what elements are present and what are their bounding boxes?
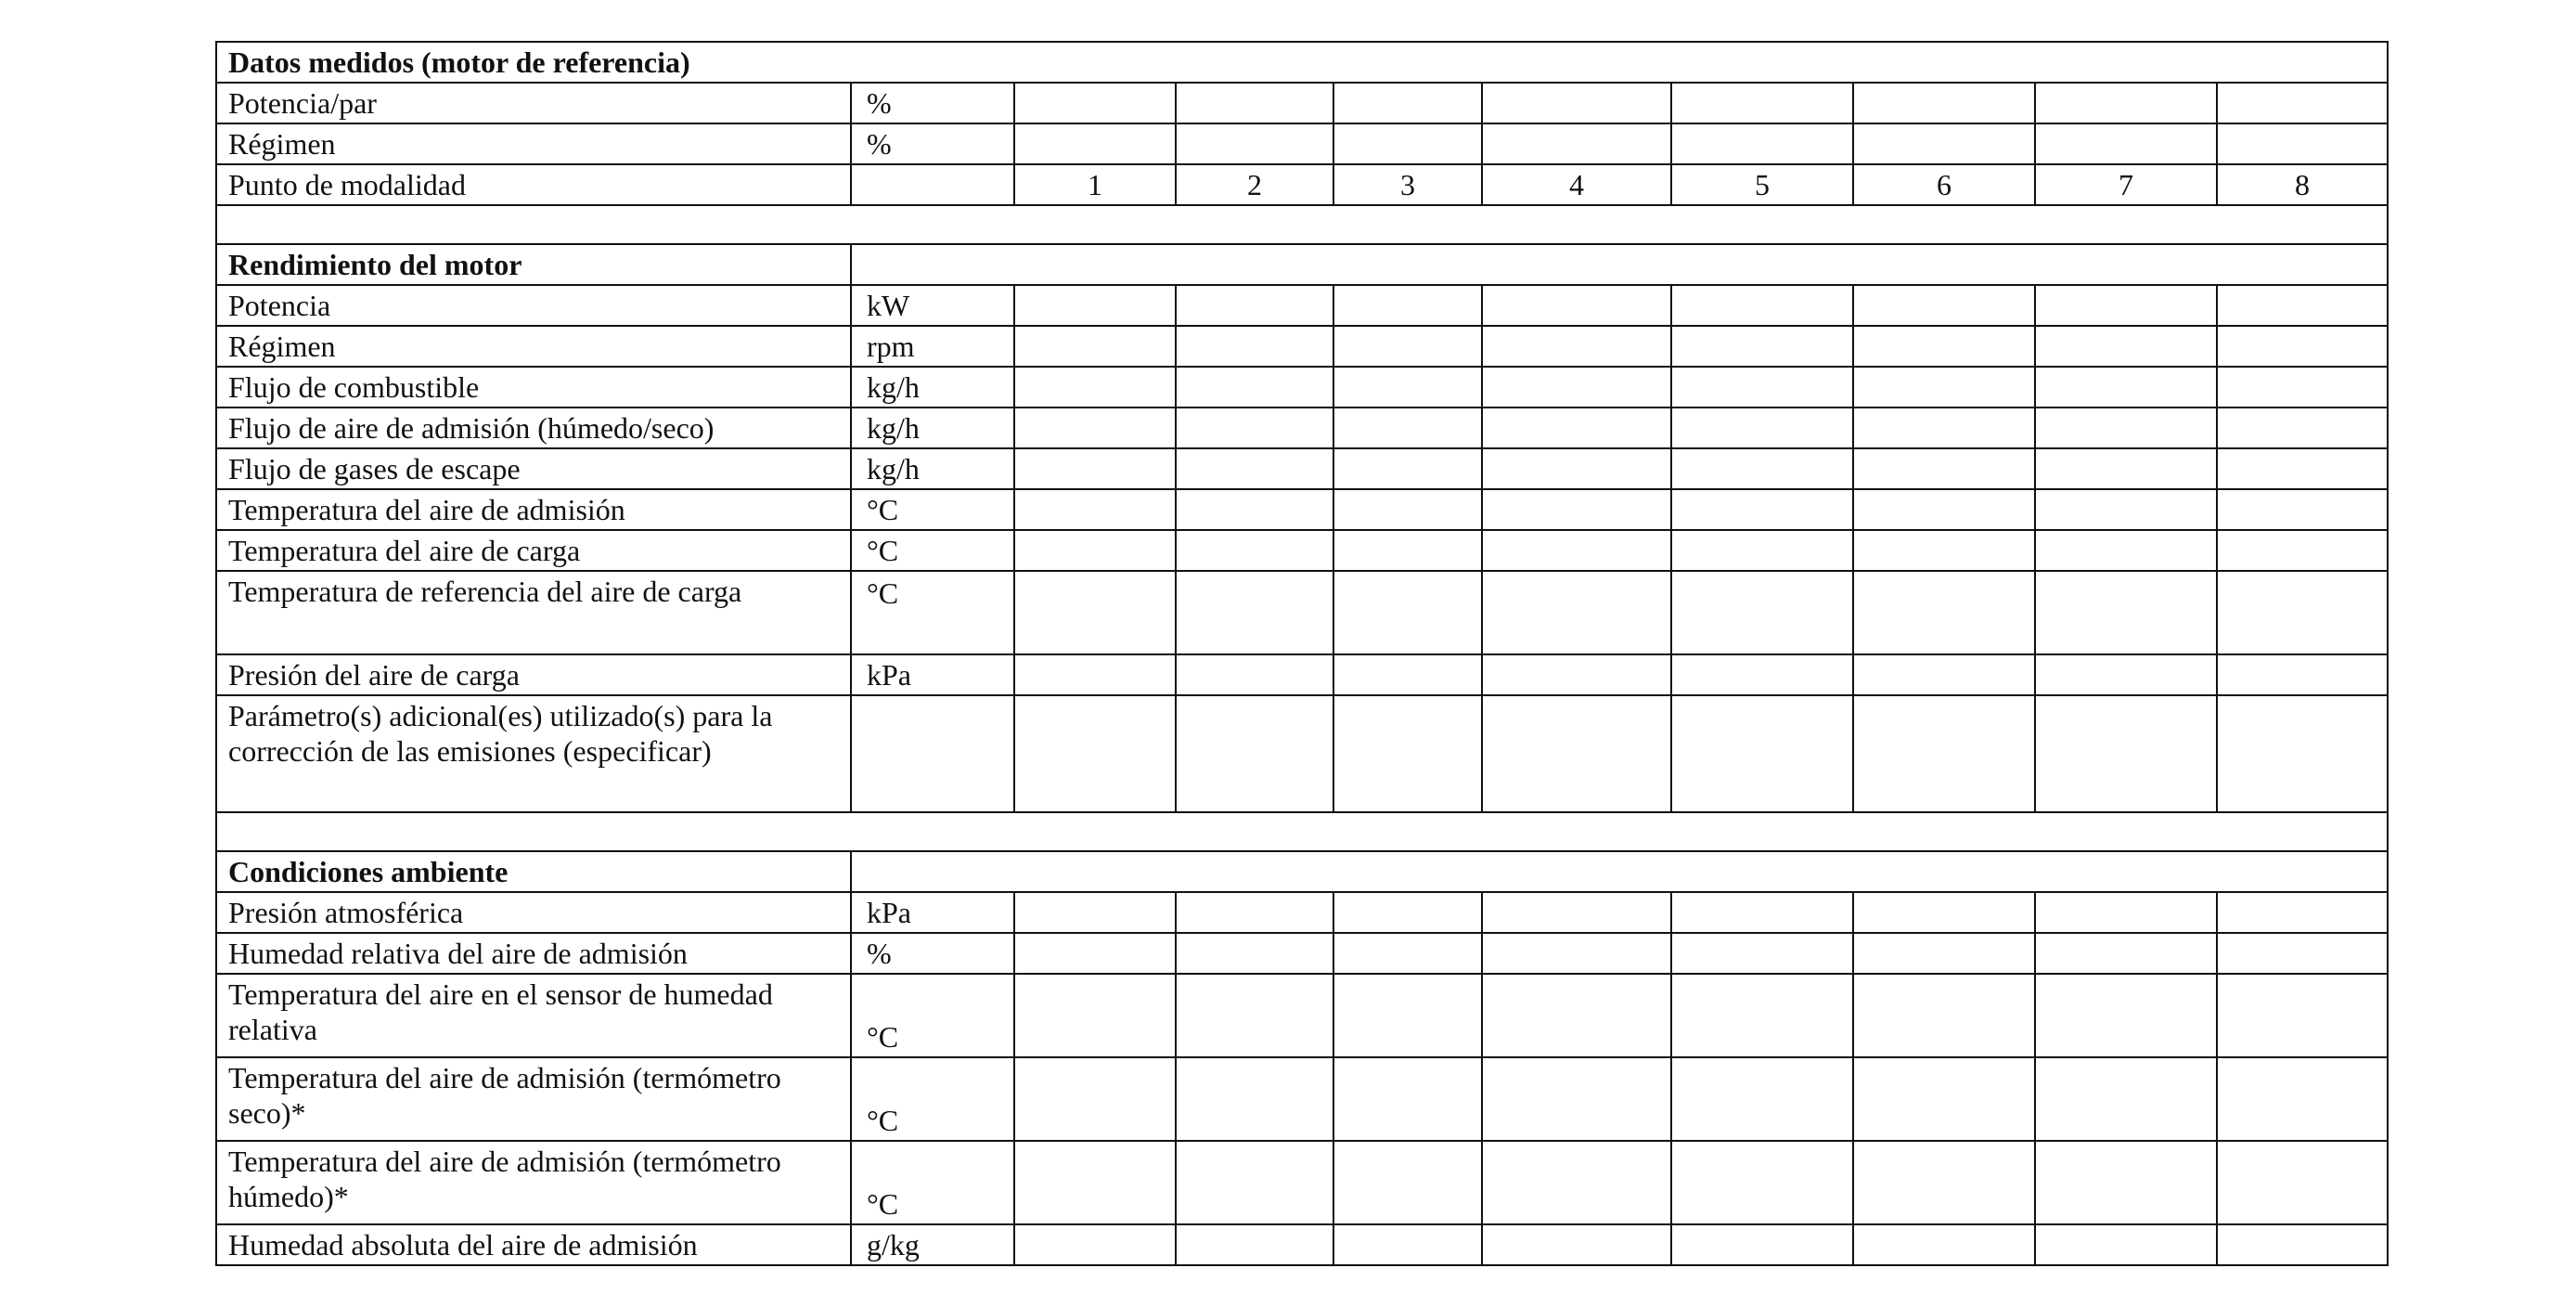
value-cell[interactable] <box>1853 1141 2035 1224</box>
table-row <box>216 530 2388 571</box>
row-unit <box>851 695 1014 812</box>
value-cell[interactable] <box>1853 654 2035 695</box>
mode-point-3: 3 <box>1333 164 1482 205</box>
row-label: Punto de modalidad <box>216 164 851 205</box>
value-cell[interactable] <box>2035 892 2217 933</box>
value-cell[interactable] <box>1176 448 1333 489</box>
table-row <box>216 1057 2388 1141</box>
section-header-row <box>216 851 2388 892</box>
value-cell[interactable] <box>1014 1224 1176 1265</box>
table-row <box>216 367 2388 408</box>
value-cell[interactable] <box>2217 571 2388 654</box>
table-row <box>216 654 2388 695</box>
section-title-measured-data: Datos medidos (motor de referencia) <box>216 42 2388 83</box>
value-cell[interactable] <box>1482 285 1671 326</box>
row-label: Temperatura del aire de admisión <box>216 489 851 530</box>
value-cell[interactable] <box>2217 448 2388 489</box>
table-row <box>216 933 2388 974</box>
value-cell[interactable] <box>1671 285 1853 326</box>
value-cell[interactable] <box>2217 695 2388 812</box>
row-unit: % <box>851 83 1014 123</box>
row-unit: °C <box>851 974 1014 1057</box>
row-label: Humedad relativa del aire de admisión <box>216 933 851 974</box>
table-row <box>216 1141 2388 1224</box>
row-unit: rpm <box>851 326 1014 367</box>
value-cell[interactable] <box>1014 326 1176 367</box>
value-cell[interactable] <box>1853 489 2035 530</box>
value-cell[interactable] <box>1853 974 2035 1057</box>
value-cell[interactable] <box>2217 1057 2388 1141</box>
mode-point-2: 2 <box>1176 164 1333 205</box>
value-cell[interactable] <box>1853 892 2035 933</box>
row-unit: g/kg <box>851 1224 1014 1265</box>
row-label: Régimen <box>216 326 851 367</box>
value-cell[interactable] <box>2035 571 2217 654</box>
value-cell[interactable] <box>1482 83 1671 123</box>
value-cell[interactable] <box>1482 1141 1671 1224</box>
value-cell[interactable] <box>2217 83 2388 123</box>
value-cell[interactable] <box>1333 285 1482 326</box>
value-cell[interactable] <box>2035 489 2217 530</box>
value-cell[interactable] <box>1853 1057 2035 1141</box>
value-cell[interactable] <box>1671 530 1853 571</box>
value-cell[interactable] <box>1482 571 1671 654</box>
row-label: Temperatura del aire en el sensor de humedad relativa <box>216 974 851 1057</box>
value-cell[interactable] <box>2035 530 2217 571</box>
table-row <box>216 974 2388 1057</box>
row-unit: kg/h <box>851 408 1014 448</box>
value-cell[interactable] <box>1176 695 1333 812</box>
value-cell[interactable] <box>2035 367 2217 408</box>
value-cell[interactable] <box>1014 367 1176 408</box>
value-cell[interactable] <box>2217 654 2388 695</box>
value-cell[interactable] <box>1176 571 1333 654</box>
value-cell[interactable] <box>1176 1057 1333 1141</box>
row-unit: kg/h <box>851 448 1014 489</box>
value-cell[interactable] <box>1671 571 1853 654</box>
value-cell[interactable] <box>1014 285 1176 326</box>
table-row <box>216 408 2388 448</box>
value-cell[interactable] <box>1671 123 1853 164</box>
value-cell[interactable] <box>2217 285 2388 326</box>
section-header-row <box>216 42 2388 83</box>
value-cell[interactable] <box>2217 408 2388 448</box>
value-cell[interactable] <box>2035 448 2217 489</box>
value-cell[interactable] <box>1853 367 2035 408</box>
value-cell[interactable] <box>1671 367 1853 408</box>
value-cell[interactable] <box>1333 448 1482 489</box>
header-blank-cell <box>851 244 2388 285</box>
value-cell[interactable] <box>1482 933 1671 974</box>
value-cell[interactable] <box>1853 1224 2035 1265</box>
value-cell[interactable] <box>1176 83 1333 123</box>
value-cell[interactable] <box>1176 933 1333 974</box>
section-title-engine-performance: Rendimiento del motor <box>216 244 851 285</box>
row-label: Presión atmosférica <box>216 892 851 933</box>
value-cell[interactable] <box>1482 974 1671 1057</box>
value-cell[interactable] <box>1176 1224 1333 1265</box>
value-cell[interactable] <box>2217 123 2388 164</box>
value-cell[interactable] <box>1014 571 1176 654</box>
table-row <box>216 285 2388 326</box>
value-cell[interactable] <box>1671 489 1853 530</box>
value-cell[interactable] <box>1014 1057 1176 1141</box>
value-cell[interactable] <box>1176 654 1333 695</box>
row-unit: °C <box>851 1141 1014 1224</box>
value-cell[interactable] <box>1482 408 1671 448</box>
value-cell[interactable] <box>2035 1224 2217 1265</box>
value-cell[interactable] <box>2217 1224 2388 1265</box>
row-label: Potencia <box>216 285 851 326</box>
value-cell[interactable] <box>1333 695 1482 812</box>
table-row <box>216 123 2388 164</box>
value-cell[interactable] <box>2035 408 2217 448</box>
value-cell[interactable] <box>2035 1057 2217 1141</box>
row-unit: kW <box>851 285 1014 326</box>
row-label: Presión del aire de carga <box>216 654 851 695</box>
table-row <box>216 83 2388 123</box>
value-cell[interactable] <box>1014 83 1176 123</box>
value-cell[interactable] <box>1853 326 2035 367</box>
value-cell[interactable] <box>1333 83 1482 123</box>
value-cell[interactable] <box>1176 285 1333 326</box>
row-unit: °C <box>851 489 1014 530</box>
value-cell[interactable] <box>2217 367 2388 408</box>
row-label: Temperatura del aire de admisión (termómetro seco)* <box>216 1057 851 1141</box>
value-cell[interactable] <box>1333 408 1482 448</box>
section-title-ambient-conditions: Condiciones ambiente <box>216 851 851 892</box>
value-cell[interactable] <box>1482 448 1671 489</box>
value-cell[interactable] <box>1014 123 1176 164</box>
value-cell[interactable] <box>2217 530 2388 571</box>
mode-point-7: 7 <box>2035 164 2217 205</box>
value-cell[interactable] <box>1671 83 1853 123</box>
value-cell[interactable] <box>1671 1224 1853 1265</box>
value-cell[interactable] <box>2035 326 2217 367</box>
table-row <box>216 1224 2388 1265</box>
value-cell[interactable] <box>1853 933 2035 974</box>
value-cell[interactable] <box>2035 83 2217 123</box>
value-cell[interactable] <box>2217 933 2388 974</box>
value-cell[interactable] <box>2035 123 2217 164</box>
mode-point-6: 6 <box>1853 164 2035 205</box>
value-cell[interactable] <box>1014 530 1176 571</box>
table-body <box>216 42 2388 1265</box>
value-cell[interactable] <box>1176 367 1333 408</box>
value-cell[interactable] <box>1333 571 1482 654</box>
value-cell[interactable] <box>1333 1057 1482 1141</box>
value-cell[interactable] <box>1853 285 2035 326</box>
table-row <box>216 892 2388 933</box>
value-cell[interactable] <box>1853 83 2035 123</box>
mode-point-5: 5 <box>1671 164 1853 205</box>
spacer-cell <box>216 205 2388 244</box>
value-cell[interactable] <box>1671 654 1853 695</box>
row-unit: kPa <box>851 654 1014 695</box>
value-cell[interactable] <box>1014 448 1176 489</box>
value-cell[interactable] <box>1176 326 1333 367</box>
row-label: Flujo de combustible <box>216 367 851 408</box>
row-unit: °C <box>851 1057 1014 1141</box>
value-cell[interactable] <box>1333 933 1482 974</box>
table-row <box>216 571 2388 654</box>
value-cell[interactable] <box>1014 489 1176 530</box>
table-row <box>216 448 2388 489</box>
spacer-row <box>216 205 2388 244</box>
value-cell[interactable] <box>1671 1141 1853 1224</box>
row-label: Régimen <box>216 123 851 164</box>
value-cell[interactable] <box>1333 1224 1482 1265</box>
value-cell[interactable] <box>2217 1141 2388 1224</box>
row-unit: °C <box>851 571 1014 654</box>
value-cell[interactable] <box>2217 892 2388 933</box>
value-cell[interactable] <box>2217 326 2388 367</box>
value-cell[interactable] <box>1671 408 1853 448</box>
row-label: Parámetro(s) adicional(es) utilizado(s) para la corrección de las emisiones (especificar) <box>216 695 851 812</box>
value-cell[interactable] <box>1333 326 1482 367</box>
value-cell[interactable] <box>2035 1141 2217 1224</box>
row-unit: kPa <box>851 892 1014 933</box>
value-cell[interactable] <box>2217 489 2388 530</box>
value-cell[interactable] <box>1176 408 1333 448</box>
value-cell[interactable] <box>1176 123 1333 164</box>
value-cell[interactable] <box>1671 892 1853 933</box>
value-cell[interactable] <box>2035 695 2217 812</box>
row-label: Flujo de gases de escape <box>216 448 851 489</box>
value-cell[interactable] <box>1671 326 1853 367</box>
value-cell[interactable] <box>1176 892 1333 933</box>
mode-point-4: 4 <box>1482 164 1671 205</box>
value-cell[interactable] <box>1014 933 1176 974</box>
value-cell[interactable] <box>1482 1057 1671 1141</box>
row-unit: % <box>851 933 1014 974</box>
value-cell[interactable] <box>1482 326 1671 367</box>
mode-point-1: 1 <box>1014 164 1176 205</box>
spacer-row <box>216 812 2388 851</box>
value-cell[interactable] <box>1176 489 1333 530</box>
value-cell[interactable] <box>1014 695 1176 812</box>
value-cell[interactable] <box>1482 123 1671 164</box>
value-cell[interactable] <box>1333 654 1482 695</box>
value-cell[interactable] <box>1671 933 1853 974</box>
value-cell[interactable] <box>1014 892 1176 933</box>
row-label: Flujo de aire de admisión (húmedo/seco) <box>216 408 851 448</box>
value-cell[interactable] <box>1671 974 1853 1057</box>
value-cell[interactable] <box>1333 489 1482 530</box>
value-cell[interactable] <box>1482 695 1671 812</box>
value-cell[interactable] <box>1671 448 1853 489</box>
row-label: Humedad absoluta del aire de admisión <box>216 1224 851 1265</box>
value-cell[interactable] <box>1853 123 2035 164</box>
section-header-row <box>216 244 2388 285</box>
value-cell[interactable] <box>1853 695 2035 812</box>
header-blank-cell <box>851 851 2388 892</box>
table-row <box>216 489 2388 530</box>
value-cell[interactable] <box>1333 367 1482 408</box>
value-cell[interactable] <box>1482 367 1671 408</box>
value-cell[interactable] <box>1671 695 1853 812</box>
spacer-cell <box>216 812 2388 851</box>
value-cell[interactable] <box>1482 654 1671 695</box>
value-cell[interactable] <box>1014 408 1176 448</box>
mode-point-8: 8 <box>2217 164 2388 205</box>
value-cell[interactable] <box>1482 530 1671 571</box>
value-cell[interactable] <box>1014 974 1176 1057</box>
value-cell[interactable] <box>1176 530 1333 571</box>
value-cell[interactable] <box>1333 892 1482 933</box>
row-unit: % <box>851 123 1014 164</box>
row-label: Temperatura del aire de carga <box>216 530 851 571</box>
value-cell[interactable] <box>1333 530 1482 571</box>
value-cell[interactable] <box>1853 530 2035 571</box>
value-cell[interactable] <box>1671 1057 1853 1141</box>
table-row <box>216 695 2388 812</box>
value-cell[interactable] <box>1853 571 2035 654</box>
row-unit: °C <box>851 530 1014 571</box>
value-cell[interactable] <box>2035 974 2217 1057</box>
value-cell[interactable] <box>1333 974 1482 1057</box>
table-row <box>216 326 2388 367</box>
value-cell[interactable] <box>1014 654 1176 695</box>
value-cell[interactable] <box>1333 123 1482 164</box>
row-label: Potencia/par <box>216 83 851 123</box>
value-cell[interactable] <box>1482 1224 1671 1265</box>
value-cell[interactable] <box>1176 1141 1333 1224</box>
value-cell[interactable] <box>1482 489 1671 530</box>
value-cell[interactable] <box>1176 974 1333 1057</box>
value-cell[interactable] <box>2035 654 2217 695</box>
value-cell[interactable] <box>2035 285 2217 326</box>
row-label: Temperatura del aire de admisión (termómetro húmedo)* <box>216 1141 851 1224</box>
value-cell[interactable] <box>2035 933 2217 974</box>
value-cell[interactable] <box>1853 408 2035 448</box>
value-cell[interactable] <box>1853 448 2035 489</box>
row-unit: kg/h <box>851 367 1014 408</box>
value-cell[interactable] <box>1482 892 1671 933</box>
engine-test-data-table <box>215 41 2389 1266</box>
row-unit <box>851 164 1014 205</box>
row-label: Temperatura de referencia del aire de carga <box>216 571 851 654</box>
value-cell[interactable] <box>1014 1141 1176 1224</box>
value-cell[interactable] <box>1333 1141 1482 1224</box>
value-cell[interactable] <box>2217 974 2388 1057</box>
mode-point-row <box>216 164 2388 205</box>
